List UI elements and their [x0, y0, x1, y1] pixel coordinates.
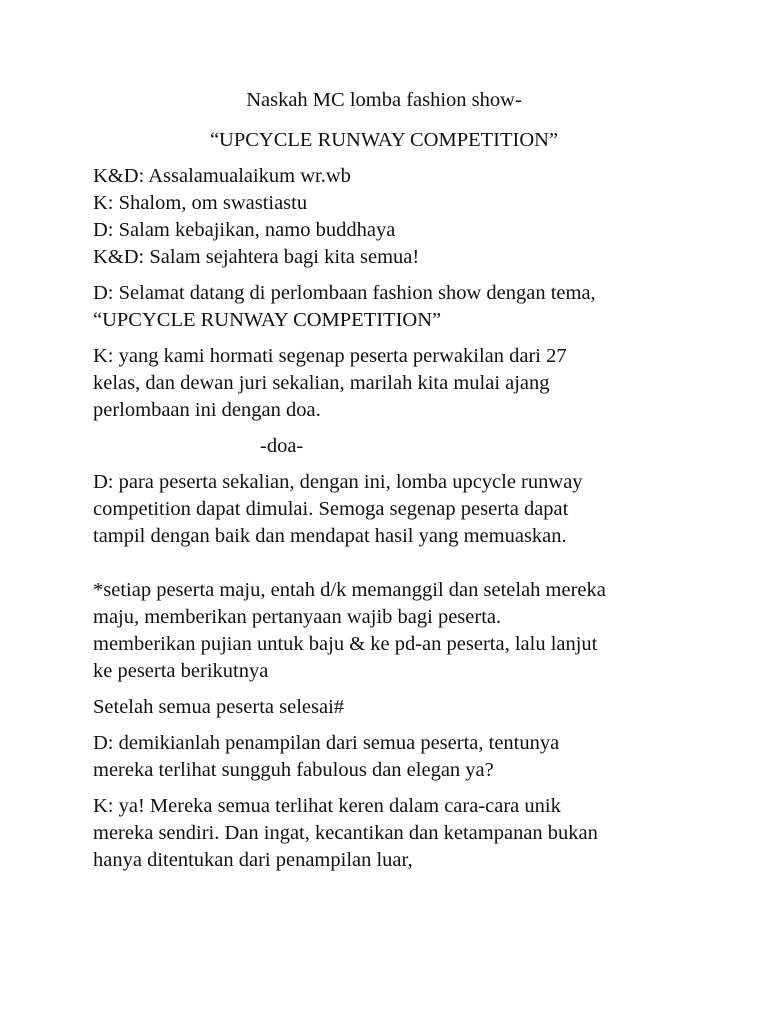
- title-line: “UPCYCLE RUNWAY COMPETITION”: [209, 129, 559, 151]
- instruction-paragraph: [93, 577, 693, 685]
- text-line: D: demikianlah penampilan dari semua peserta, tentunya: [93, 732, 560, 754]
- text-line: D: Salam kebajikan, namo buddhaya: [93, 219, 396, 241]
- document-page: [93, 87, 693, 883]
- text-line: D: para peserta sekalian, dengan ini, lomba upcycle runway: [93, 471, 583, 493]
- text-line: -doa-: [260, 435, 304, 457]
- welcome-paragraph: [93, 280, 693, 334]
- text-line: mereka terlihat sungguh fabulous dan elegan ya?: [93, 759, 494, 781]
- title-line: Naskah MC lomba fashion show-: [246, 89, 522, 111]
- text-line: Setelah semua peserta selesai#: [93, 696, 345, 718]
- text-line: “UPCYCLE RUNWAY COMPETITION”: [93, 309, 442, 331]
- text-line: K&D: Salam sejahtera bagi kita semua!: [93, 246, 420, 268]
- after-paragraph: [93, 694, 693, 721]
- text-line: competition dapat dimulai. Semoga segenap peserta dapat: [93, 498, 569, 520]
- text-line: mereka sendiri. Dan ingat, kecantikan dan ketampanan bukan: [93, 822, 598, 844]
- text-line: kelas, dan dewan juri sekalian, marilah kita mulai ajang: [93, 372, 550, 394]
- greetings-paragraph: [93, 163, 693, 271]
- respect-paragraph: [93, 343, 693, 424]
- text-line: maju, memberikan pertanyaan wajib bagi peserta.: [93, 606, 502, 628]
- text-line: ke peserta berikutnya: [93, 660, 269, 682]
- document-title: [93, 87, 675, 154]
- text-line: D: Selamat datang di perlombaan fashion show dengan tema,: [93, 282, 596, 304]
- blank-line: [93, 550, 693, 577]
- doa-marker: [93, 433, 693, 460]
- text-line: tampil dengan baik dan mendapat hasil yang memuaskan.: [93, 525, 567, 547]
- start-paragraph: [93, 469, 693, 550]
- text-line: hanya ditentukan dari penampilan luar,: [93, 849, 413, 871]
- closing-k-paragraph: [93, 793, 693, 874]
- text-line: K: Shalom, om swastiastu: [93, 192, 308, 214]
- text-line: memberikan pujian untuk baju & ke pd-an peserta, lalu lanjut: [93, 633, 598, 655]
- text-line: *setiap peserta maju, entah d/k memanggil dan setelah mereka: [93, 579, 606, 601]
- text-line: K&D: Assalamualaikum wr.wb: [93, 165, 351, 187]
- text-line: K: ya! Mereka semua terlihat keren dalam cara-cara unik: [93, 795, 561, 817]
- closing-d-paragraph: [93, 730, 693, 784]
- text-line: perlombaan ini dengan doa.: [93, 399, 321, 421]
- text-line: K: yang kami hormati segenap peserta perwakilan dari 27: [93, 345, 567, 367]
